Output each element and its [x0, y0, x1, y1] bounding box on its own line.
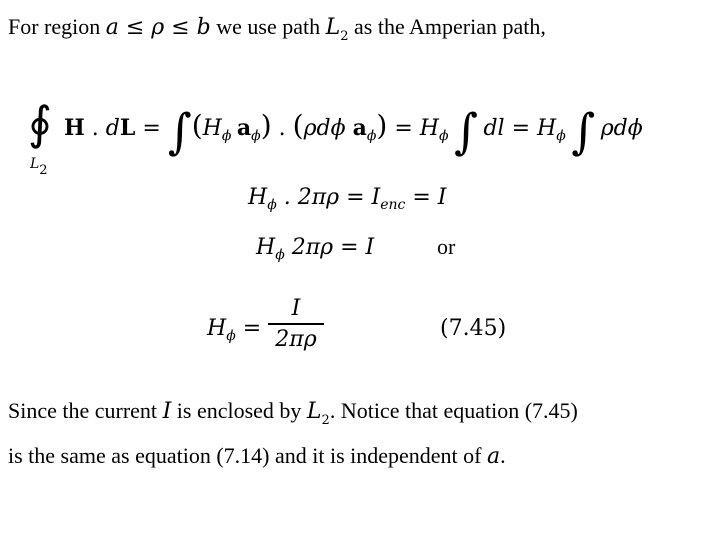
term2-a-sub: ϕ — [366, 128, 377, 144]
lhs-d: d — [105, 116, 120, 141]
integral-equation — [64, 102, 643, 160]
fraction-bar — [268, 323, 324, 325]
region-inequality: a ≤ ρ ≤ b — [105, 15, 211, 40]
integral-icon-3: ∫ — [571, 102, 596, 160]
contour-integral — [28, 96, 58, 178]
eq4-H: H — [207, 316, 227, 341]
path-var-2: L — [306, 399, 322, 424]
eq4-denominator: 2πρ — [275, 327, 317, 352]
radius-var: a — [487, 444, 501, 469]
eq2-H: H — [248, 185, 268, 210]
integral-icon-2: ∫ — [454, 102, 478, 160]
contour-limit-var: L — [30, 156, 40, 172]
eq4-H-sub: ϕ — [226, 328, 236, 344]
equals-3: = — [504, 116, 538, 141]
eq4-equals: = — [235, 316, 262, 341]
H3-sub: ϕ — [438, 128, 449, 144]
conclusion-text-a: Since the current — [8, 398, 163, 423]
current-var: I — [162, 399, 172, 424]
lhs-L: L — [119, 115, 136, 141]
lhs-H: H — [64, 115, 85, 141]
H3: H — [419, 116, 439, 141]
intro-text-3: as the Amperian path, — [348, 14, 546, 39]
term2-rho: ρdϕ — [303, 116, 353, 141]
path-subscript: 2 — [340, 29, 349, 44]
contour-integral-icon: ∮ — [28, 96, 52, 150]
contour-limit — [30, 156, 48, 178]
or-text: or — [437, 234, 456, 259]
conclusion-line-2 — [8, 443, 506, 469]
equation-enclosed-current — [248, 185, 447, 213]
eq2-H-sub: ϕ — [267, 197, 277, 213]
eq2-I: I — [371, 185, 381, 210]
eq2-mid: . 2πρ = — [276, 185, 372, 210]
paren-close-2: ) — [376, 109, 388, 142]
term1-H: H — [202, 116, 222, 141]
path-sub-2: 2 — [321, 413, 330, 428]
paren-open-2: ( — [292, 109, 304, 142]
eq2-I-sub: enc — [380, 197, 406, 213]
eq3-mid: 2πρ = I — [284, 235, 375, 260]
equation-label: (7.45) — [440, 316, 507, 341]
H4-sub: ϕ — [556, 128, 566, 144]
term1-a: a — [236, 115, 252, 141]
dot-product: . — [271, 116, 293, 141]
eq2-end: = I — [405, 185, 447, 210]
term1-a-sub: ϕ — [251, 128, 261, 144]
lhs-dot: . — [84, 116, 106, 141]
conclusion-line-1 — [8, 398, 578, 428]
eq3-H: H — [256, 235, 276, 260]
intro-line — [8, 14, 546, 44]
conclusion-text-c: . Notice that equation (7.45) — [329, 398, 578, 423]
integral-icon-1: ∫ — [167, 102, 192, 160]
conclusion-text-b: is enclosed by — [171, 398, 307, 423]
H4: H — [537, 116, 557, 141]
eq4-numerator: I — [291, 296, 301, 321]
rho-dphi: ρdϕ — [600, 116, 643, 141]
contour-limit-sub: 2 — [39, 163, 48, 178]
term1-H-sub: ϕ — [221, 128, 232, 144]
term2-a: a — [352, 115, 367, 141]
conclusion-end: . — [500, 443, 506, 468]
eq4-fraction — [268, 296, 324, 352]
conclusion-text-d: is the same as equation (7.14) and it is independent of — [8, 443, 487, 468]
equals-2: = — [387, 116, 420, 141]
equation-simplified — [256, 235, 375, 263]
intro-text-1: For region — [8, 14, 106, 39]
eq3-H-sub: ϕ — [275, 247, 285, 263]
intro-text-2: we use path — [210, 14, 326, 39]
equals-1: = — [135, 116, 168, 141]
path-variable: L — [325, 15, 341, 40]
paren-open-1: ( — [191, 109, 203, 142]
eq4-lhs — [207, 316, 262, 344]
dl: dl — [483, 116, 505, 141]
paren-close-1: ) — [260, 109, 272, 142]
